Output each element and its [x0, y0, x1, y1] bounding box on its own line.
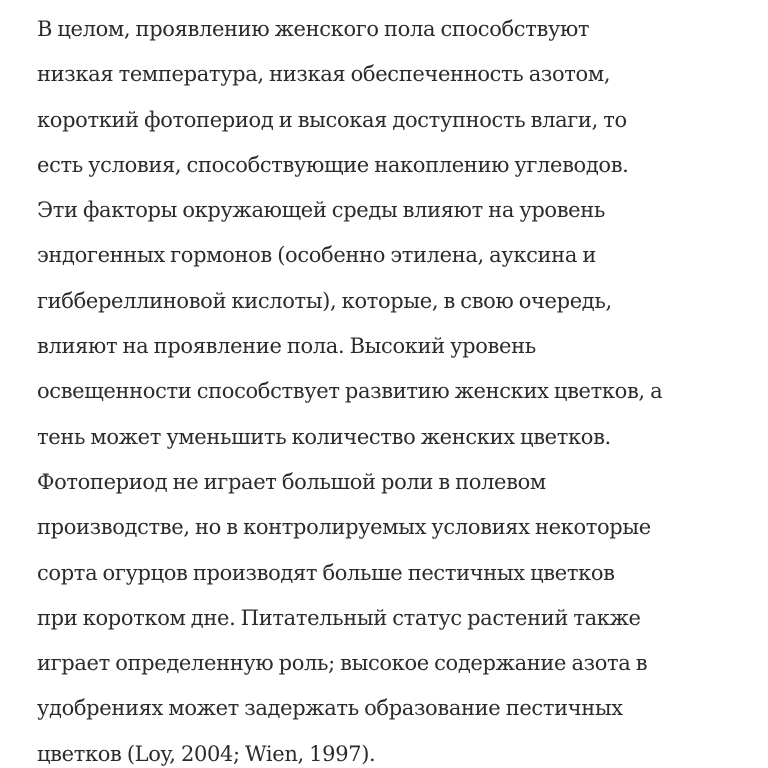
paragraph-line-16: удобрениях может задержать образование пестичных — [37, 696, 623, 721]
paragraph-line-8: влияют на проявление пола. Высокий уровень — [37, 334, 536, 359]
paragraph-line-3: короткий фотопериод и высокая доступность влаги, то — [37, 107, 627, 132]
paragraph-line-6: эндогенных гормонов (особенно этилена, ауксина и — [37, 243, 596, 268]
paragraph-line-13: сорта огурцов производят больше пестичных цветков — [37, 560, 615, 585]
paragraph-line-14: при коротком дне. Питательный статус растений также — [37, 605, 641, 630]
paragraph-line-17: цветков (Loy, 2004; Wien, 1997). — [37, 741, 376, 766]
paragraph-line-15: играет определенную роль; высокое содержание азота в — [37, 651, 648, 676]
paragraph-line-1: В целом, проявлению женского пола способствуют — [37, 17, 590, 41]
paragraph-line-4: есть условия, способствующие накоплению углеводов. — [37, 152, 629, 177]
paragraph-line-9: освещенности способствует развитию женских цветков, а — [37, 379, 663, 404]
paragraph-line-10: тень может уменьшить количество женских цветков. — [37, 424, 611, 449]
paragraph-line-12: производстве, но в контролируемых условиях некоторые — [37, 515, 651, 540]
paragraph-line-5: Эти факторы окружающей среды влияют на уровень — [37, 198, 605, 223]
paragraph-line-7: гиббереллиновой кислоты), которые, в свою очередь, — [37, 288, 612, 313]
paragraph-line-11: Фотопериод не играет большой роли в полевом — [37, 469, 546, 494]
article-paragraph — [37, 7, 762, 768]
paragraph-line-2: низкая температура, низкая обеспеченность азотом, — [37, 62, 611, 87]
